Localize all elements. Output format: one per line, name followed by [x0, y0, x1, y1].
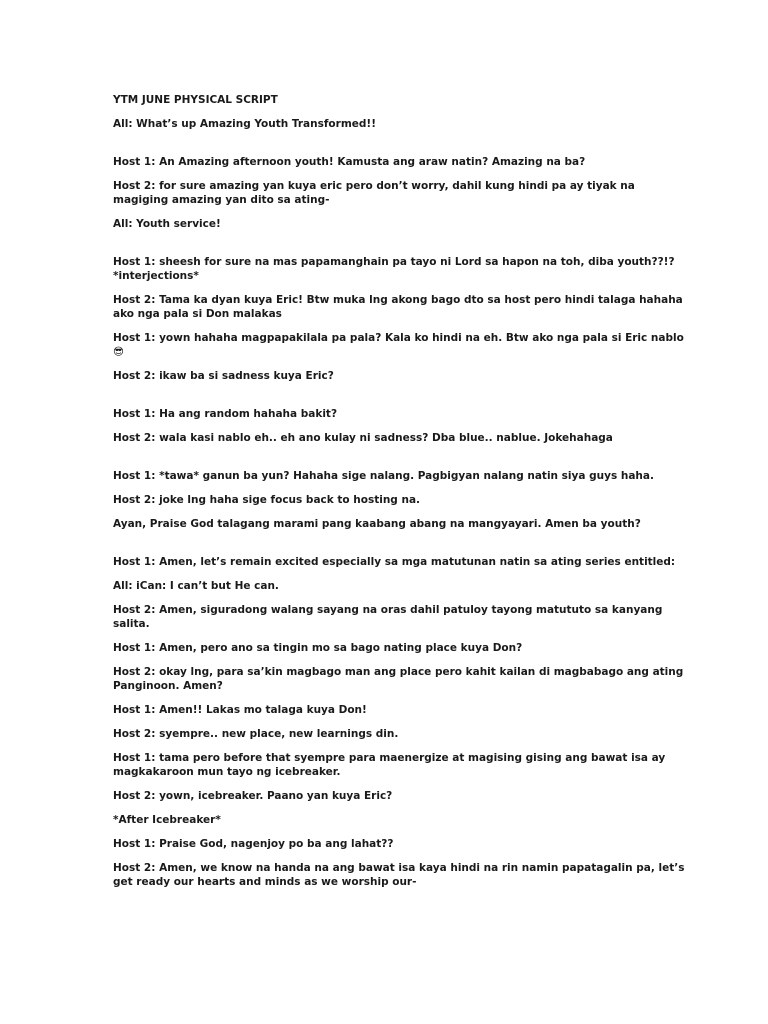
script-line: Host 2: wala kasi nablo eh.. eh ano kulay ni sadness? Dba blue.. nablue. Jokehahaga: [113, 432, 613, 444]
blank-line: [113, 141, 685, 155]
script-line: Host 2: ikaw ba si sadness kuya Eric?: [113, 370, 334, 382]
script-line: Host 1: Ha ang random hahaha bakit?: [113, 408, 338, 420]
script-line: All: Youth service!: [113, 218, 221, 230]
script-line: Host 1: Praise God, nagenjoy po ba ang lahat??: [113, 838, 394, 850]
script-line: *After Icebreaker*: [113, 814, 221, 826]
script-line: Host 1: tama pero before that syempre para maenergize at magising gising ang bawat isa ay magkakaroon mun tayo ng icebreaker.: [113, 752, 666, 778]
blank-line: [113, 455, 685, 469]
script-line: Host 1: yown hahaha magpapakilala pa pala? Kala ko hindi na eh. Btw ako nga pala si Eric nablo😎: [113, 332, 684, 358]
script-line: Host 1: Amen, pero ano sa tingin mo sa bago nating place kuya Don?: [113, 642, 523, 654]
blank-line: [113, 541, 685, 555]
script-line: Host 2: okay lng, para sa’kin magbago man ang place pero kahit kailan di magbabago ang ating Panginoon. Amen?: [113, 666, 684, 692]
script-line: Host 2: for sure amazing yan kuya eric pero don’t worry, dahil kung hindi pa ay tiyak na magiging amazing yan dito sa ating-: [113, 180, 635, 206]
blank-line: [113, 241, 685, 255]
script-line: Host 2: syempre.. new place, new learnings din.: [113, 728, 399, 740]
script-line: Host 1: *tawa* ganun ba yun? Hahaha sige nalang. Pagbigyan nalang natin siya guys haha.: [113, 470, 654, 482]
script-line: Host 2: joke lng haha sige focus back to hosting na.: [113, 494, 421, 506]
script-line: All: What’s up Amazing Youth Transformed!!: [113, 118, 376, 130]
script-line: Host 1: sheesh for sure na mas papamanghain pa tayo ni Lord sa hapon na toh, diba youth??!? *interjections*: [113, 256, 675, 282]
script-line: Host 2: Amen, siguradong walang sayang na oras dahil patuloy tayong matututo sa kanyang salita.: [113, 604, 663, 630]
script-line: All: iCan: I can’t but He can.: [113, 580, 279, 592]
script-line: Host 1: Amen!! Lakas mo talaga kuya Don!: [113, 704, 367, 716]
script-line: Ayan, Praise God talagang marami pang kaabang abang na mangyayari. Amen ba youth?: [113, 518, 641, 530]
script-body: [113, 93, 685, 899]
document-title: YTM JUNE PHYSICAL SCRIPT: [113, 94, 278, 106]
script-line: Host 1: An Amazing afternoon youth! Kamusta ang araw natin? Amazing na ba?: [113, 156, 586, 168]
script-line: Host 2: yown, icebreaker. Paano yan kuya Eric?: [113, 790, 393, 802]
script-line: Host 2: Amen, we know na handa na ang bawat isa kaya hindi na rin namin papatagalin pa, let’s get ready our hearts and minds as we worship our-: [113, 862, 685, 888]
blank-line: [113, 393, 685, 407]
script-line: Host 2: Tama ka dyan kuya Eric! Btw muka lng akong bago dto sa host pero hindi talaga hahaha ako nga pala si Don malakas: [113, 294, 683, 320]
script-line: Host 1: Amen, let’s remain excited especially sa mga matutunan natin sa ating series entitled:: [113, 556, 676, 568]
